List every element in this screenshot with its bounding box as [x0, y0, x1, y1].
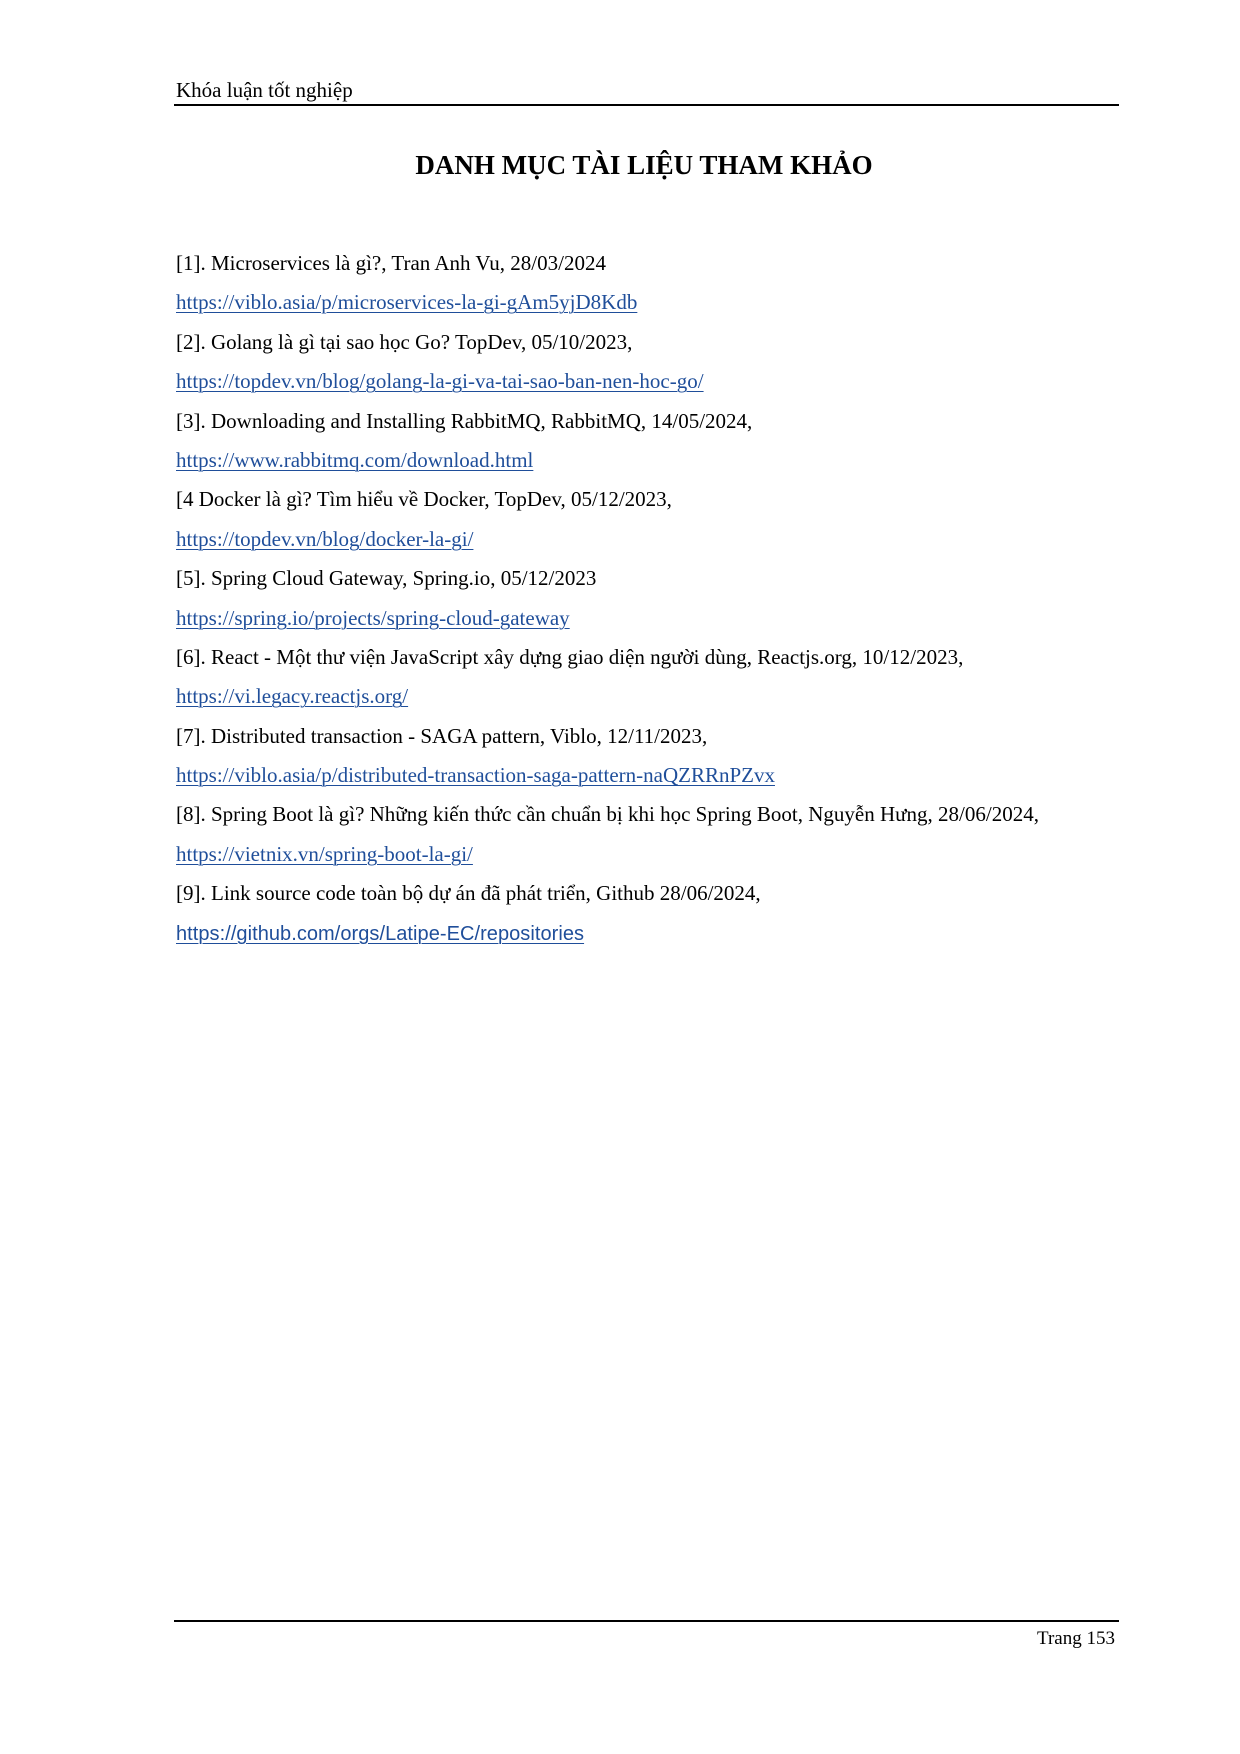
reference-item-9: [176, 879, 1136, 958]
reference-link[interactable]: https://www.rabbitmq.com/download.html: [176, 447, 534, 472]
reference-link[interactable]: https://github.com/orgs/Latipe-EC/repositories: [176, 922, 585, 945]
reference-link[interactable]: https://viblo.asia/p/microservices-la-gi-gAm5yjD8Kdb: [176, 290, 638, 315]
page-number: Trang 153: [1037, 1628, 1115, 1649]
reference-link[interactable]: https://vi.legacy.reactjs.org/: [176, 684, 409, 709]
reference-link[interactable]: https://spring.io/projects/spring-cloud-gateway: [176, 605, 570, 630]
running-header: Khóa luận tốt nghiệp: [176, 78, 353, 102]
reference-item-6: [176, 643, 1136, 722]
reference-item-5: [176, 564, 1136, 643]
page-title: DANH MỤC TÀI LIỆU THAM KHẢO: [415, 150, 873, 180]
reference-item-4: [176, 485, 1136, 564]
reference-citation: [4 Docker là gì? Tìm hiểu về Docker, TopDev, 05/12/2023,: [176, 487, 672, 512]
reference-item-8: [176, 800, 1136, 879]
reference-citation: [7]. Distributed transaction - SAGA pattern, Viblo, 12/11/2023,: [176, 723, 708, 748]
reference-citation: [1]. Microservices là gì?, Tran Anh Vu, 28/03/2024: [176, 251, 606, 275]
reference-link[interactable]: https://topdev.vn/blog/golang-la-gi-va-tai-sao-ban-nen-hoc-go/: [176, 369, 704, 394]
reference-citation: [9]. Link source code toàn bộ dự án đã phát triển, Github 28/06/2024,: [176, 881, 761, 906]
reference-item-2: [176, 328, 1136, 407]
reference-item-1: [176, 249, 1136, 328]
footer-divider: [174, 1620, 1119, 1622]
reference-citation: [2]. Golang là gì tại sao học Go? TopDev, 05/10/2023,: [176, 329, 633, 354]
reference-item-3: [176, 407, 1136, 486]
reference-link[interactable]: https://viblo.asia/p/distributed-transaction-saga-pattern-naQZRRnPZvx: [176, 763, 775, 788]
reference-list: [176, 249, 1136, 958]
reference-item-7: [176, 722, 1136, 801]
reference-citation: [6]. React - Một thư viện JavaScript xây dựng giao diện người dùng, Reactjs.org, 10/12/2023,: [176, 644, 964, 669]
reference-citation: [5]. Spring Cloud Gateway, Spring.io, 05/12/2023: [176, 566, 597, 591]
reference-citation: [8]. Spring Boot là gì? Những kiến thức cần chuẩn bị khi học Spring Boot, Nguyễn Hưng, 28/06/2024,: [176, 802, 1039, 827]
reference-link[interactable]: https://vietnix.vn/spring-boot-la-gi/: [176, 841, 473, 866]
header-divider: [174, 104, 1119, 106]
reference-link[interactable]: https://topdev.vn/blog/docker-la-gi/: [176, 526, 474, 551]
reference-citation: [3]. Downloading and Installing RabbitMQ, RabbitMQ, 14/05/2024,: [176, 408, 753, 433]
